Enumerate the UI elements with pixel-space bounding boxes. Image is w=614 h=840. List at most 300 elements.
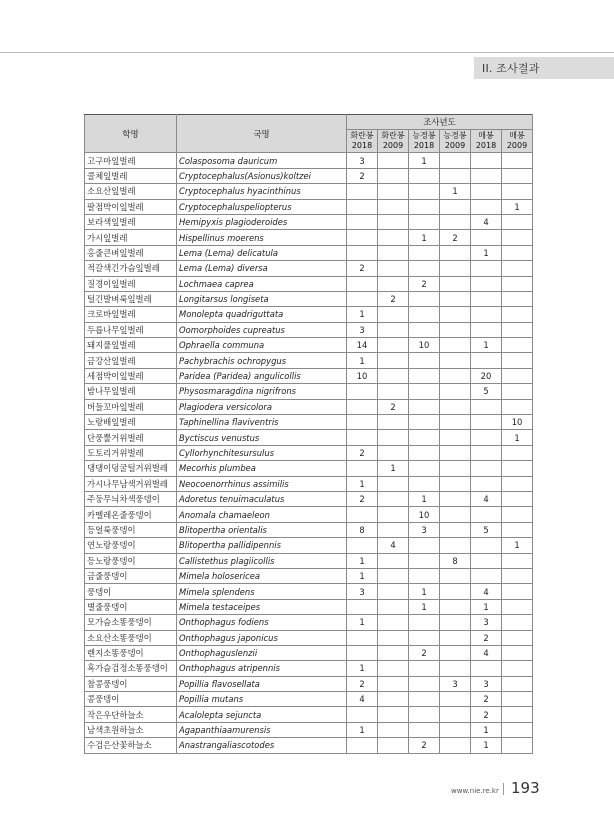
count-cell: 2 (347, 491, 378, 506)
count-cell (440, 722, 471, 737)
count-cell (440, 476, 471, 491)
count-cell (440, 692, 471, 707)
count-cell (502, 553, 533, 568)
count-cell (409, 461, 440, 476)
count-cell (440, 276, 471, 291)
count-cell (440, 399, 471, 414)
count-cell: 14 (347, 338, 378, 353)
count-cell (502, 476, 533, 491)
count-cell: 1 (409, 153, 440, 168)
count-cell (440, 630, 471, 645)
table-row (85, 291, 533, 306)
korean-name-cell: 모가슴소똥풍뎅이 (85, 615, 177, 630)
scientific-name-cell: Cryptocephaluspeliopterus (177, 199, 347, 214)
count-cell (502, 384, 533, 399)
count-cell (409, 630, 440, 645)
count-cell (378, 338, 409, 353)
count-cell: 4 (471, 645, 502, 660)
count-cell: 1 (471, 338, 502, 353)
count-cell (502, 353, 533, 368)
table-row (85, 415, 533, 430)
scientific-name-cell: Lema (Lema) diversa (177, 261, 347, 276)
count-cell (440, 584, 471, 599)
count-cell: 3 (347, 153, 378, 168)
count-cell (440, 338, 471, 353)
table-row (85, 430, 533, 445)
count-cell (502, 230, 533, 245)
count-cell: 3 (440, 676, 471, 691)
count-cell (502, 276, 533, 291)
scientific-name-cell: Anomala chamaeleon (177, 507, 347, 522)
korean-name-cell: 밤나무잎벌레 (85, 384, 177, 399)
scientific-name-cell: Mecorhis plumbea (177, 461, 347, 476)
col-header-site (347, 130, 378, 153)
count-cell (440, 384, 471, 399)
count-cell (502, 214, 533, 229)
count-cell (440, 491, 471, 506)
table-row (85, 261, 533, 276)
count-cell (409, 553, 440, 568)
count-cell: 1 (347, 553, 378, 568)
count-cell (378, 661, 409, 676)
count-cell (471, 184, 502, 199)
col-header-survey-year: 조사년도 (347, 115, 533, 130)
count-cell (378, 168, 409, 183)
table-row (85, 630, 533, 645)
count-cell (378, 214, 409, 229)
korean-name-cell: 단풍뿔거위벌레 (85, 430, 177, 445)
count-cell (378, 676, 409, 691)
count-cell (471, 415, 502, 430)
count-cell (409, 368, 440, 383)
count-cell (409, 199, 440, 214)
count-cell (440, 738, 471, 753)
site-year: 2009 (506, 141, 528, 151)
site-year: 2018 (413, 141, 435, 151)
korean-name-cell: 두릅나무잎벌레 (85, 322, 177, 337)
table-row (85, 245, 533, 260)
count-cell: 5 (471, 522, 502, 537)
count-cell (502, 291, 533, 306)
table-row (85, 322, 533, 337)
count-cell (378, 415, 409, 430)
count-cell (502, 461, 533, 476)
count-cell (471, 445, 502, 460)
scientific-name-cell: Anastrangaliascotodes (177, 738, 347, 753)
count-cell (471, 276, 502, 291)
count-cell: 1 (347, 476, 378, 491)
scientific-name-cell: Byctiscus venustus (177, 430, 347, 445)
korean-name-cell: 고구마잎벌레 (85, 153, 177, 168)
count-cell (378, 368, 409, 383)
scientific-name-cell: Onthophagus fodiens (177, 615, 347, 630)
korean-name-cell: 노랑배잎벌레 (85, 415, 177, 430)
count-cell: 1 (471, 599, 502, 614)
scientific-name-cell: Pachybrachis ochropygus (177, 353, 347, 368)
table-row (85, 153, 533, 168)
count-cell (378, 645, 409, 660)
count-cell (378, 261, 409, 276)
top-rule (0, 52, 614, 53)
count-cell (502, 153, 533, 168)
count-cell (471, 353, 502, 368)
count-cell (471, 553, 502, 568)
count-cell: 4 (471, 491, 502, 506)
table-row (85, 738, 533, 753)
scientific-name-cell: Adoretus tenuimaculatus (177, 491, 347, 506)
count-cell (347, 599, 378, 614)
footer-separator (503, 783, 504, 795)
count-cell (440, 368, 471, 383)
count-cell (347, 430, 378, 445)
count-cell (409, 214, 440, 229)
count-cell (378, 599, 409, 614)
count-cell (347, 199, 378, 214)
count-cell (409, 538, 440, 553)
count-cell (409, 722, 440, 737)
scientific-name-cell: Blitopertha orientalis (177, 522, 347, 537)
count-cell: 10 (409, 338, 440, 353)
count-cell (440, 461, 471, 476)
footer-website: www.nie.re.kr (451, 787, 499, 795)
count-cell (440, 199, 471, 214)
count-cell (440, 599, 471, 614)
scientific-name-cell: Blitopertha pallidipennis (177, 538, 347, 553)
count-cell (440, 430, 471, 445)
korean-name-cell: 등노랑풍뎅이 (85, 553, 177, 568)
table-row (85, 384, 533, 399)
scientific-name-cell: Popillia flavosellata (177, 676, 347, 691)
count-cell (409, 168, 440, 183)
korean-name-cell: 작은우단하늘소 (85, 707, 177, 722)
count-cell: 2 (409, 276, 440, 291)
count-cell (378, 153, 409, 168)
korean-name-cell: 풍뎅이 (85, 584, 177, 599)
count-cell (440, 615, 471, 630)
korean-name-cell: 주둥무늬차색풍뎅이 (85, 491, 177, 506)
table-row (85, 568, 533, 583)
scientific-name-cell: Mimela holosericea (177, 568, 347, 583)
count-cell (378, 445, 409, 460)
table-row (85, 491, 533, 506)
korean-name-cell: 크로바잎벌레 (85, 307, 177, 322)
count-cell (502, 707, 533, 722)
count-cell (409, 661, 440, 676)
count-cell (471, 461, 502, 476)
count-cell: 2 (347, 168, 378, 183)
count-cell (409, 322, 440, 337)
count-cell (409, 615, 440, 630)
count-cell (440, 291, 471, 306)
count-cell: 2 (378, 291, 409, 306)
site-name: 매봉 (478, 131, 494, 141)
count-cell (502, 245, 533, 260)
scientific-name-cell: Cyllorhynchitesursulus (177, 445, 347, 460)
count-cell (502, 676, 533, 691)
count-cell (409, 384, 440, 399)
count-cell (347, 214, 378, 229)
korean-name-cell: 소요산소똥풍뎅이 (85, 630, 177, 645)
count-cell: 2 (409, 738, 440, 753)
table-row (85, 722, 533, 737)
count-cell (471, 430, 502, 445)
count-cell: 1 (347, 307, 378, 322)
korean-name-cell: 소요산잎벌레 (85, 184, 177, 199)
count-cell (440, 707, 471, 722)
count-cell (502, 692, 533, 707)
korean-name-cell: 콩풍뎅이 (85, 692, 177, 707)
count-cell: 3 (347, 584, 378, 599)
count-cell (378, 522, 409, 537)
count-cell (347, 738, 378, 753)
count-cell: 2 (471, 707, 502, 722)
scientific-name-cell: Onthophagus japonicus (177, 630, 347, 645)
col-header-site (502, 130, 533, 153)
scientific-name-cell: Hemipyxis plagioderoides (177, 214, 347, 229)
korean-name-cell: 질경이잎벌레 (85, 276, 177, 291)
species-table (84, 114, 533, 754)
count-cell (471, 307, 502, 322)
count-cell (440, 245, 471, 260)
count-cell (440, 261, 471, 276)
count-cell (347, 538, 378, 553)
table-row (85, 676, 533, 691)
count-cell (502, 584, 533, 599)
count-cell (471, 399, 502, 414)
count-cell (471, 507, 502, 522)
korean-name-cell: 카멜레온줄풍뎅이 (85, 507, 177, 522)
table-row (85, 522, 533, 537)
count-cell (378, 430, 409, 445)
table-row (85, 276, 533, 291)
table-row (85, 645, 533, 660)
scientific-name-cell: Longitarsus longiseta (177, 291, 347, 306)
count-cell (502, 507, 533, 522)
count-cell (409, 353, 440, 368)
count-cell (378, 384, 409, 399)
count-cell (471, 322, 502, 337)
count-cell: 1 (471, 722, 502, 737)
count-cell (347, 184, 378, 199)
scientific-name-cell: Cryptocephalus hyacinthinus (177, 184, 347, 199)
count-cell: 1 (347, 353, 378, 368)
count-cell (347, 415, 378, 430)
count-cell: 2 (471, 630, 502, 645)
count-cell (471, 261, 502, 276)
count-cell (378, 245, 409, 260)
col-header-korean-name: 학명 (85, 115, 177, 153)
scientific-name-cell: Monolepta quadriguttata (177, 307, 347, 322)
count-cell (471, 199, 502, 214)
count-cell (440, 538, 471, 553)
count-cell: 1 (440, 184, 471, 199)
scientific-name-cell: Acalolepta sejuncta (177, 707, 347, 722)
korean-name-cell: 돼지풀잎벌레 (85, 338, 177, 353)
count-cell (378, 307, 409, 322)
col-header-site (471, 130, 502, 153)
count-cell: 3 (409, 522, 440, 537)
count-cell (378, 230, 409, 245)
korean-name-cell: 댕댕이덩굴털거위벌레 (85, 461, 177, 476)
col-header-site (378, 130, 409, 153)
korean-name-cell: 버들꼬마잎벌레 (85, 399, 177, 414)
count-cell: 1 (347, 722, 378, 737)
count-cell (347, 291, 378, 306)
count-cell: 1 (502, 199, 533, 214)
count-cell (378, 199, 409, 214)
count-cell (409, 184, 440, 199)
table-row (85, 353, 533, 368)
count-cell (471, 661, 502, 676)
count-cell (502, 445, 533, 460)
count-cell: 2 (440, 230, 471, 245)
count-cell (378, 507, 409, 522)
korean-name-cell: 별줄풍뎅이 (85, 599, 177, 614)
count-cell: 2 (409, 645, 440, 660)
count-cell (471, 153, 502, 168)
table-row (85, 661, 533, 676)
site-name: 화란봉 (350, 131, 374, 141)
table-row (85, 445, 533, 460)
korean-name-cell: 보라색잎벌레 (85, 214, 177, 229)
count-cell (378, 553, 409, 568)
count-cell (502, 307, 533, 322)
count-cell: 1 (502, 538, 533, 553)
col-header-site (440, 130, 471, 153)
count-cell (378, 184, 409, 199)
count-cell (471, 230, 502, 245)
count-cell: 4 (347, 692, 378, 707)
count-cell (347, 245, 378, 260)
count-cell (347, 276, 378, 291)
count-cell (409, 707, 440, 722)
table-row (85, 214, 533, 229)
count-cell (471, 168, 502, 183)
count-cell: 10 (347, 368, 378, 383)
count-cell (378, 276, 409, 291)
count-cell (409, 476, 440, 491)
count-cell (502, 168, 533, 183)
count-cell (502, 184, 533, 199)
count-cell (440, 568, 471, 583)
scientific-name-cell: Hispellinus moerens (177, 230, 347, 245)
count-cell (502, 630, 533, 645)
count-cell: 10 (502, 415, 533, 430)
scientific-name-cell: Onthophaguslenzii (177, 645, 347, 660)
scientific-name-cell: Neocoenorrhinus assimilis (177, 476, 347, 491)
count-cell (347, 384, 378, 399)
count-cell: 1 (378, 461, 409, 476)
count-cell (409, 261, 440, 276)
count-cell (378, 615, 409, 630)
table-row (85, 507, 533, 522)
count-cell (471, 538, 502, 553)
korean-name-cell: 적갈색긴가슴잎벌레 (85, 261, 177, 276)
count-cell: 1 (347, 661, 378, 676)
scientific-name-cell: Callistethus plagiicollis (177, 553, 347, 568)
count-cell: 1 (409, 230, 440, 245)
count-cell: 20 (471, 368, 502, 383)
count-cell: 1 (347, 568, 378, 583)
count-cell: 2 (347, 445, 378, 460)
count-cell (440, 415, 471, 430)
korean-name-cell: 남색초원하늘소 (85, 722, 177, 737)
count-cell (502, 722, 533, 737)
site-year: 2009 (444, 141, 466, 151)
scientific-name-cell: Colasposoma dauricum (177, 153, 347, 168)
korean-name-cell: 홍줄큰벼잎벌레 (85, 245, 177, 260)
count-cell: 2 (347, 676, 378, 691)
scientific-name-cell: Paridea (Paridea) angulicollis (177, 368, 347, 383)
count-cell: 4 (378, 538, 409, 553)
table-row (85, 230, 533, 245)
count-cell (502, 368, 533, 383)
table-row (85, 553, 533, 568)
count-cell (409, 676, 440, 691)
site-name: 능경봉 (443, 131, 467, 141)
table-row (85, 584, 533, 599)
table-row (85, 399, 533, 414)
count-cell (502, 599, 533, 614)
korean-name-cell: 혹가슴검정소똥풍뎅이 (85, 661, 177, 676)
count-cell (502, 615, 533, 630)
section-title: II. 조사결과 (482, 62, 540, 75)
count-cell: 1 (502, 430, 533, 445)
count-cell (409, 445, 440, 460)
count-cell (502, 645, 533, 660)
count-cell: 4 (471, 584, 502, 599)
site-name: 능경봉 (412, 131, 436, 141)
scientific-name-cell: Onthophagus atripennis (177, 661, 347, 676)
table-row (85, 538, 533, 553)
count-cell (440, 645, 471, 660)
count-cell (471, 291, 502, 306)
count-cell (502, 738, 533, 753)
count-cell (471, 476, 502, 491)
site-year: 2009 (382, 141, 404, 151)
count-cell: 2 (347, 261, 378, 276)
count-cell: 1 (409, 584, 440, 599)
scientific-name-cell: Lochmaea caprea (177, 276, 347, 291)
count-cell (440, 507, 471, 522)
count-cell (378, 491, 409, 506)
scientific-name-cell: Taphinellina flaviventris (177, 415, 347, 430)
count-cell: 2 (471, 692, 502, 707)
korean-name-cell: 가시나무남색거위벌레 (85, 476, 177, 491)
table-row (85, 461, 533, 476)
korean-name-cell: 도토리거위벌레 (85, 445, 177, 460)
scientific-name-cell: Lema (Lema) delicatula (177, 245, 347, 260)
count-cell (347, 399, 378, 414)
count-cell (440, 353, 471, 368)
count-cell (347, 461, 378, 476)
scientific-name-cell: Mimela testaceipes (177, 599, 347, 614)
count-cell (409, 245, 440, 260)
count-cell (409, 307, 440, 322)
count-cell (440, 168, 471, 183)
scientific-name-cell: Plagiodera versicolora (177, 399, 347, 414)
korean-name-cell: 팔점박이잎벌레 (85, 199, 177, 214)
scientific-name-cell: Physosmaragdina nigrifrons (177, 384, 347, 399)
count-cell (471, 568, 502, 583)
count-cell: 5 (471, 384, 502, 399)
table-row (85, 692, 533, 707)
count-cell (378, 707, 409, 722)
count-cell: 3 (471, 676, 502, 691)
count-cell (502, 522, 533, 537)
count-cell: 10 (409, 507, 440, 522)
count-cell (409, 399, 440, 414)
